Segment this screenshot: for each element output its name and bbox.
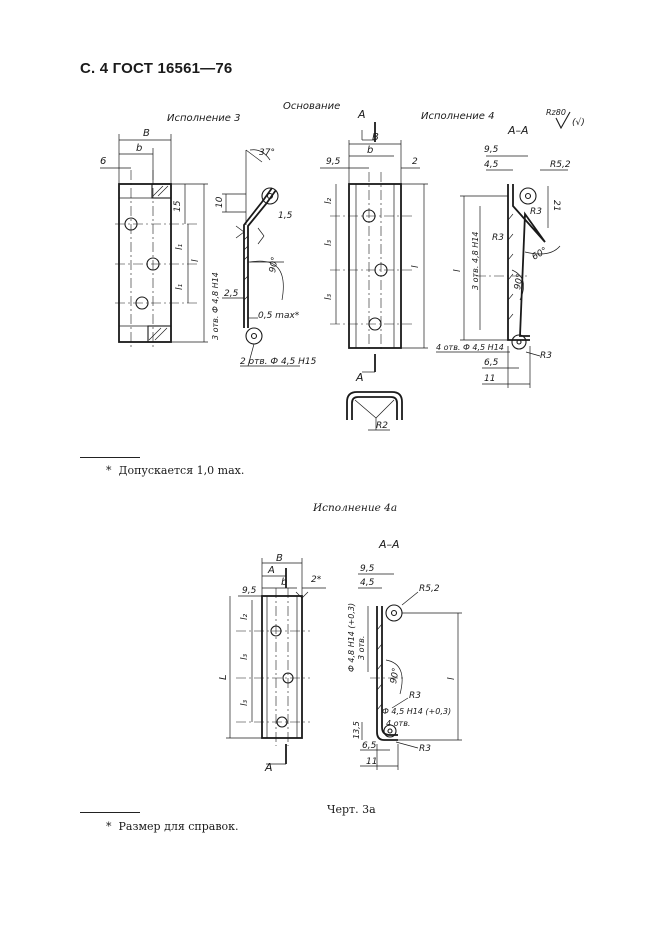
svg-text:В: В — [276, 553, 283, 564]
svg-text:11: 11 — [484, 374, 496, 384]
svg-text:2,5: 2,5 — [224, 289, 239, 299]
svg-text:6: 6 — [100, 156, 107, 167]
drawing-top — [0, 0, 661, 460]
svg-text:l₂: l₂ — [240, 613, 250, 620]
footnote-1-text: Допускается 1,0 max. — [118, 464, 245, 477]
svg-text:9,5: 9,5 — [360, 564, 375, 574]
svg-text:l₁: l₁ — [175, 243, 185, 250]
svg-text:Ф 4,8 Н14 (+0,3): Ф 4,8 Н14 (+0,3) — [347, 602, 356, 672]
svg-text:b: b — [281, 577, 288, 588]
chert-label: Черт. 3а — [327, 803, 376, 816]
svg-text:В: В — [143, 128, 150, 139]
svg-text:R3: R3 — [530, 207, 542, 217]
svg-text:R5,2: R5,2 — [550, 160, 571, 170]
svg-text:l: l — [191, 259, 201, 262]
footnote-2-text: Размер для справок. — [118, 820, 239, 833]
svg-text:37°: 37° — [259, 148, 275, 158]
svg-text:90°: 90° — [268, 256, 281, 274]
svg-text:10: 10 — [215, 196, 225, 208]
footnote-2 — [106, 820, 239, 833]
svg-text:2*: 2* — [311, 575, 322, 585]
roughness-mark: Rz80 — [546, 108, 566, 117]
svg-text:6,5: 6,5 — [484, 358, 499, 368]
svg-text:90°: 90° — [389, 667, 402, 685]
svg-text:0,5 max*: 0,5 max* — [258, 311, 300, 321]
svg-text:l₃: l₃ — [324, 293, 334, 300]
svg-text:R3: R3 — [419, 744, 431, 754]
svg-text:4,5: 4,5 — [360, 578, 375, 588]
label-osnovanie: Основание — [283, 101, 341, 112]
svg-text:l: l — [411, 265, 421, 268]
label-section-a-top: А — [358, 108, 366, 121]
svg-text:Ф 4,5 Н14 (+0,3): Ф 4,5 Н14 (+0,3) — [382, 707, 452, 716]
label-ispolnenie-4: Исполнение 4 — [421, 111, 495, 122]
svg-text:В: В — [372, 132, 379, 143]
svg-text:А: А — [268, 565, 275, 576]
svg-text:90°: 90° — [513, 273, 526, 291]
svg-text:60°: 60° — [530, 245, 550, 263]
caption-ispolnenie-4a: Исполнение 4а — [313, 502, 398, 514]
svg-text:l₂: l₂ — [324, 197, 334, 204]
footnote-rule-1 — [80, 457, 140, 458]
svg-text:3 отв. 4,8 Н14: 3 отв. 4,8 Н14 — [471, 231, 480, 290]
svg-text:R2: R2 — [376, 421, 388, 431]
svg-text:1,5: 1,5 — [278, 211, 293, 221]
label-section-aa: А–А — [508, 124, 529, 137]
svg-text:21: 21 — [551, 200, 561, 212]
svg-text:b: b — [136, 143, 143, 154]
svg-text:2: 2 — [412, 157, 418, 167]
svg-text:2 отв. Ф 4,5 Н15: 2 отв. Ф 4,5 Н15 — [240, 357, 317, 367]
svg-text:А: А — [356, 371, 364, 384]
svg-text:R3: R3 — [540, 351, 552, 361]
svg-text:l₃: l₃ — [240, 653, 250, 660]
svg-text:b: b — [367, 145, 374, 156]
svg-text:4 отв. Ф 4,5 Н14: 4 отв. Ф 4,5 Н14 — [436, 343, 504, 352]
svg-text:4,5: 4,5 — [484, 160, 499, 170]
svg-text:15: 15 — [173, 200, 183, 212]
footnote-1-mark: * — [106, 464, 112, 477]
svg-text:9,5: 9,5 — [484, 145, 499, 155]
svg-text:6,5: 6,5 — [362, 741, 377, 751]
svg-text:9,5: 9,5 — [326, 157, 341, 167]
svg-text:11: 11 — [366, 757, 378, 767]
svg-text:R5,2: R5,2 — [419, 584, 440, 594]
svg-text:R3: R3 — [492, 233, 504, 243]
svg-text:l₃: l₃ — [324, 239, 334, 246]
svg-text:l₁: l₁ — [175, 283, 185, 290]
footnote-1 — [106, 464, 244, 477]
svg-text:А: А — [265, 761, 273, 774]
footnote-rule-2 — [80, 812, 140, 813]
page-header: С. 4 ГОСТ 16561—76 — [80, 60, 233, 77]
svg-text:9,5: 9,5 — [242, 586, 257, 596]
footnote-2-mark: * — [106, 820, 112, 833]
svg-text:4 отв.: 4 отв. — [386, 719, 411, 728]
svg-text:l: l — [453, 269, 463, 272]
svg-text:l: l — [447, 677, 457, 680]
svg-text:l₃: l₃ — [240, 699, 250, 706]
roughness-check: (√) — [572, 118, 585, 128]
svg-text:13,5: 13,5 — [352, 721, 361, 739]
svg-text:L: L — [218, 674, 229, 680]
svg-text:R3: R3 — [409, 691, 421, 701]
svg-text:3 отв. Ф 4,8 Н14: 3 отв. Ф 4,8 Н14 — [211, 272, 220, 340]
svg-text:3 отв.: 3 отв. — [357, 635, 366, 660]
label-ispolnenie-3: Исполнение 3 — [167, 113, 241, 124]
label-section-aa-2: А–А — [379, 538, 400, 551]
